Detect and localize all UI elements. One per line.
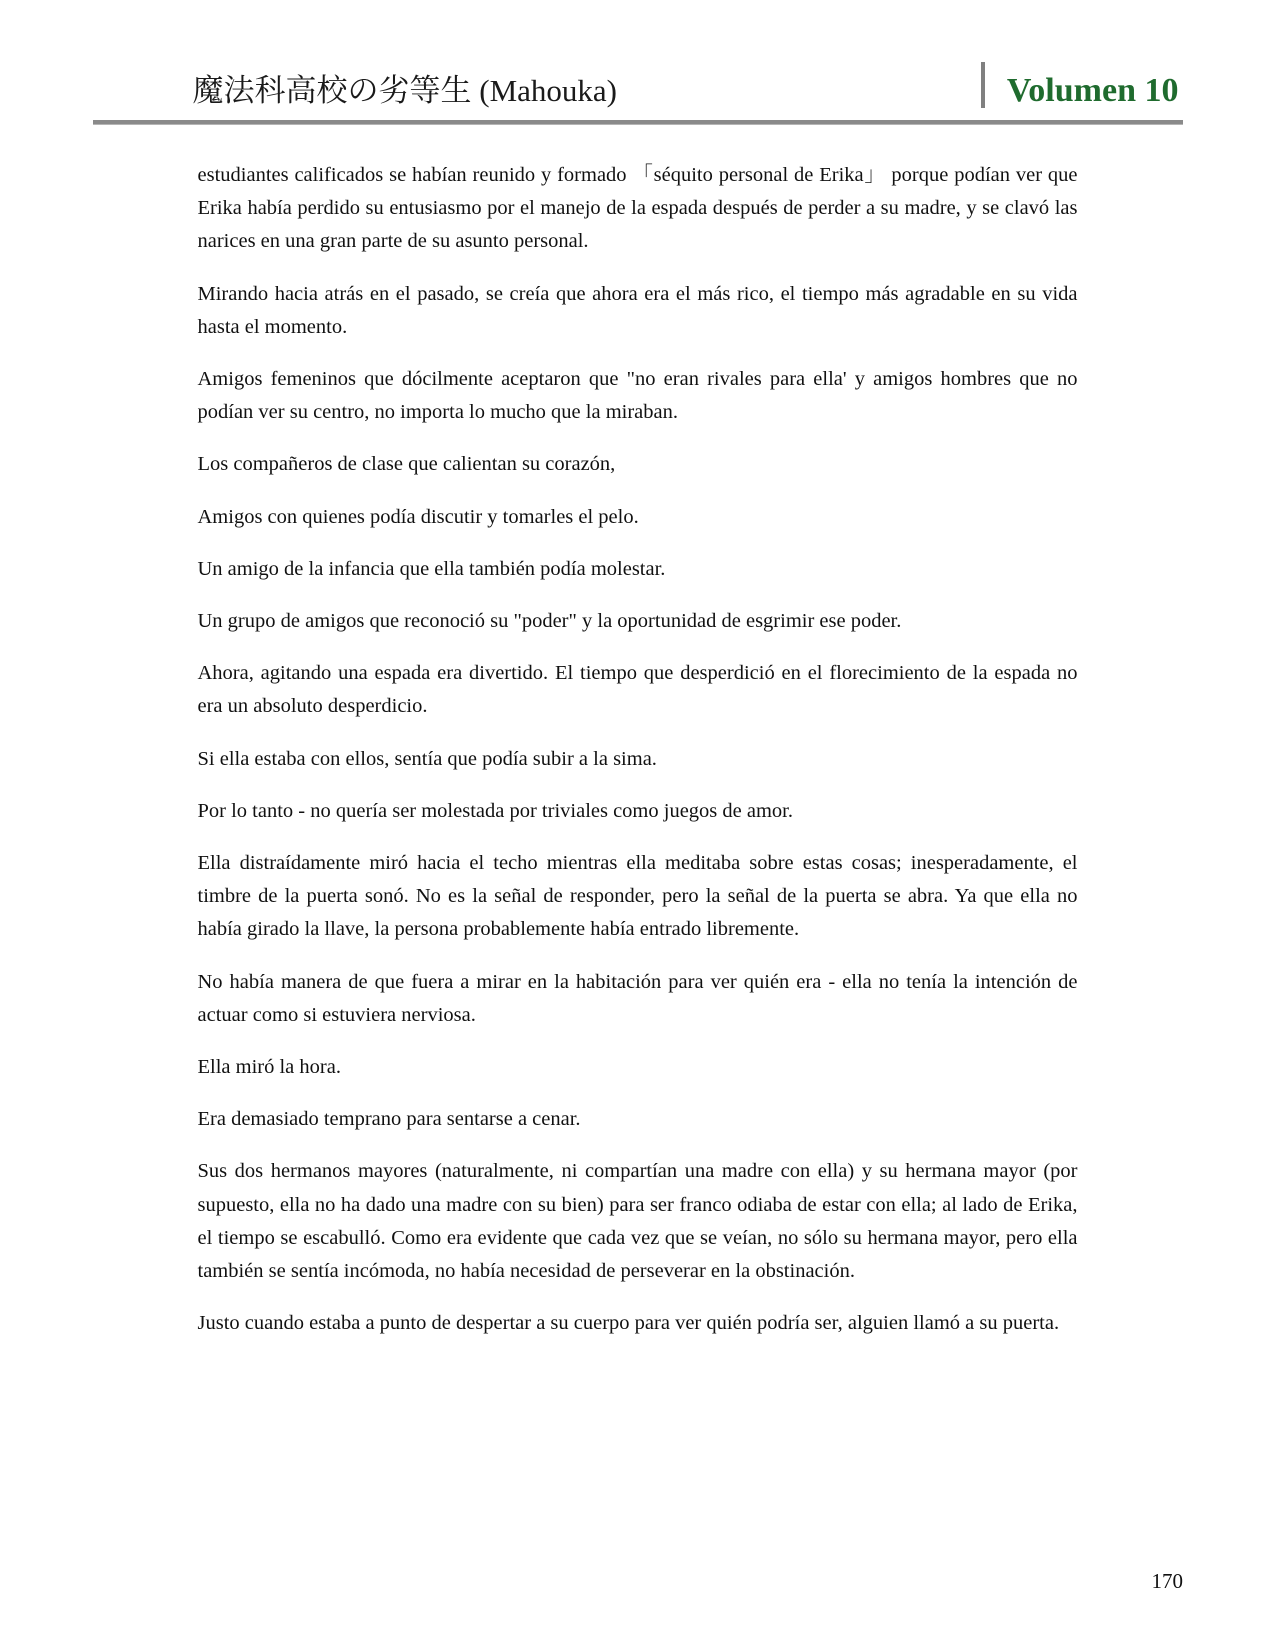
volume-label: Volumen 10 <box>1006 72 1179 109</box>
page-number: 170 <box>1151 1569 1183 1593</box>
book-title-jp: 魔法科高校の劣等生 <box>192 73 472 110</box>
book-title-latin: (Mahouka) <box>471 73 617 109</box>
paragraph: Los compañeros de clase que calientan su corazón, <box>197 453 616 476</box>
paragraph: Si ella estaba con ellos, sentía que podía subir a la sima. <box>197 747 657 770</box>
paragraph: Amigos con quienes podía discutir y tomarles el pelo. <box>197 505 639 528</box>
paragraph: Era demasiado temprano para sentarse a cenar. <box>197 1108 581 1131</box>
paragraph: Sus dos hermanos mayores (naturalmente, ni compartían una madre con ella) y su hermana mayor (por supuesto, ella no ha dado una madre con su bien) para ser franco odiaba de estar con ella; al lado de Erika, el tiempo se escabulló. Como era evidente que cada vez que se veían, no sólo su hermana mayor, pero ella también se sentía incómoda, no había necesidad de perseverar en la obstinación. <box>197 1160 1078 1283</box>
paragraph: Mirando hacia atrás en el pasado, se creía que ahora era el más rico, el tiempo más agradable en su vida hasta el momento. <box>197 282 1078 338</box>
header-vertical-divider <box>981 62 985 108</box>
paragraph: Ella distraídamente miró hacia el techo mientras ella meditaba sobre estas cosas; inesperadamente, el timbre de la puerta sonó. No es la señal de responder, pero la señal de la puerta se abra. Ya que ella no había girado la llave, la persona probablemente había entrado libremente. <box>197 852 1078 941</box>
header-volume-group <box>981 62 1183 110</box>
book-title <box>93 73 617 110</box>
paragraph: No había manera de que fuera a mirar en la habitación para ver quién era - ella no tenía la intención de actuar como si estuviera nerviosa. <box>197 970 1078 1026</box>
paragraph: Amigos femeninos que dócilmente aceptaron que "no eran rivales para ella' y amigos hombres que no podían ver su centro, no importa lo mucho que la miraban. <box>197 368 1078 424</box>
paragraph: Justo cuando estaba a punto de despertar a su cuerpo para ver quién podría ser, alguien llamó a su puerta. <box>197 1312 1060 1335</box>
paragraph: estudiantes calificados se habían reunido y formado 「séquito personal de Erika」 porque podían ver que Erika había perdido su entusiasmo por el manejo de la espada después de perder a su madre, y se clavó las narices en una gran parte de su asunto personal. <box>197 164 1078 253</box>
paragraph: Por lo tanto - no quería ser molestada por triviales como juegos de amor. <box>197 799 793 822</box>
paragraph: Ella miró la hora. <box>197 1056 341 1079</box>
paragraph: Un amigo de la infancia que ella también podía molestar. <box>197 557 666 580</box>
paragraph: Un grupo de amigos que reconoció su "poder" y la oportunidad de esgrimir ese poder. <box>197 610 902 633</box>
paragraph: Ahora, agitando una espada era divertido. El tiempo que desperdició en el florecimiento de la espada no era un absoluto desperdicio. <box>197 662 1078 718</box>
page-header <box>93 0 1183 110</box>
page-body <box>198 125 1078 1340</box>
